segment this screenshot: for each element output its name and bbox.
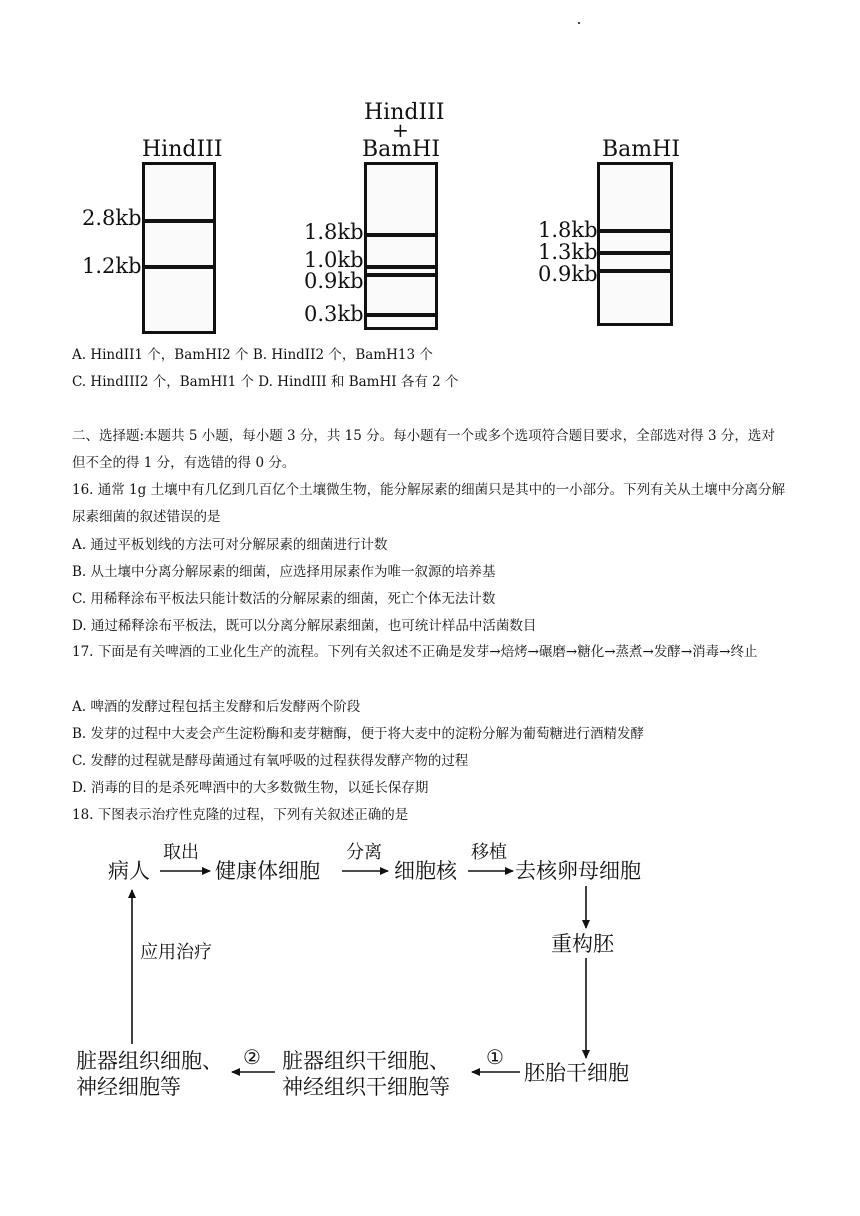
band-label: 0.9kb: [304, 269, 364, 293]
node-reconstructed-embryo: 重构胚: [551, 932, 614, 956]
gel-title-plus: +: [392, 118, 409, 142]
label-separate: 分离: [346, 842, 382, 863]
node-nucleus: 细胞核: [394, 859, 457, 883]
q17-option-a: A. 啤酒的发酵过程包括主发酵和后发酵两个阶段: [72, 699, 361, 715]
q18-stem: 18. 下图表示治疗性克隆的过程，下列有关叙述正确的是: [72, 807, 409, 823]
node-organ-stem-line2: 神经组织干细胞等: [282, 1075, 450, 1099]
label-step2: ②: [243, 1045, 261, 1069]
band-label: 1.0kb: [304, 248, 364, 272]
gel-title-double-bottom: BamHI: [362, 137, 441, 162]
band-label: 0.3kb: [304, 302, 364, 326]
band-label: 1.2kb: [82, 254, 142, 278]
q16-option-c: C. 用稀释涂布平板法只能计数活的分解尿素的细菌，死亡个体无法计数: [72, 591, 496, 607]
band-label: 1.8kb: [538, 218, 598, 242]
q17-stem: 17. 下面是有关啤酒的工业化生产的流程。下列有关叙述不正确是发芽→焙烤→碾磨→糖化→蒸煮→发酵→消毒→终止: [72, 644, 758, 660]
q15-options-ab: A. HindII1 个，BamHI2 个 B. HindII2 个，BamH13 个: [72, 347, 433, 363]
q15-options-cd: C. HindIII2 个，BamHI1 个 D. HindIII 和 BamHI 各有 2 个: [72, 374, 459, 390]
node-embryonic-stem-cells: 胚胎干细胞: [524, 1061, 629, 1085]
node-enucleated-oocyte: 去核卵母细胞: [515, 859, 641, 883]
band-label: 2.8kb: [82, 206, 142, 230]
gel-title-bamhi: BamHI: [602, 137, 681, 162]
q16-option-a: A. 通过平板划线的方法可对分解尿素的细菌进行计数: [72, 537, 388, 553]
label-step1: ①: [486, 1045, 504, 1069]
q17-option-d: D. 消毒的目的是杀死啤酒中的大多数微生物，以延长保存期: [72, 780, 429, 796]
q16-stem: 16. 通常 1g 土壤中有几亿到几百亿个土壤微生物，能分解尿素的细菌只是其中的一小部分。下列有关从土壤中分离分解尿素细菌的叙述错误的是: [72, 482, 786, 525]
node-healthy-cell: 健康体细胞: [215, 859, 320, 883]
q17-option-c: C. 发酵的过程就是酵母菌通过有氧呼吸的过程获得发酵产物的过程: [72, 753, 469, 769]
band-label: 1.8kb: [304, 220, 364, 244]
gel-title-double-top: HindIII: [364, 100, 445, 125]
band-label: 0.9kb: [538, 262, 598, 286]
q16-option-b: B. 从土壤中分离分解尿素的细菌，应选择用尿素作为唯一叙源的培养基: [72, 564, 496, 580]
gel-title-hindiii: HindIII: [142, 137, 223, 162]
label-transplant: 移植: [471, 842, 507, 863]
q17-option-b: B. 发芽的过程中大麦会产生淀粉酶和麦芽糖酶，便于将大麦中的淀粉分解为葡萄糖进行酒精发酵: [72, 726, 645, 742]
node-patient: 病人: [108, 859, 150, 883]
section2-intro: 二、选择题:本题共 5 小题，每小题 3 分，共 15 分。每小题有一个或多个选项符合题目要求，全部选对得 3 分，选对但不全的得 1 分，有选错的得 0 分。: [72, 428, 775, 471]
label-take-out: 取出: [163, 842, 199, 863]
node-organ-stem-line1: 脏器组织干细胞、: [282, 1049, 450, 1073]
band-label: 1.3kb: [538, 240, 598, 264]
q16-option-d: D. 通过稀释涂布平板法，既可以分离分解尿素细菌，也可统计样品中活菌数目: [72, 618, 537, 634]
node-organ-cells-line2: 神经细胞等: [76, 1075, 181, 1099]
node-organ-cells-line1: 脏器组织细胞、: [76, 1049, 223, 1073]
label-apply-treatment: 应用治疗: [140, 942, 212, 963]
